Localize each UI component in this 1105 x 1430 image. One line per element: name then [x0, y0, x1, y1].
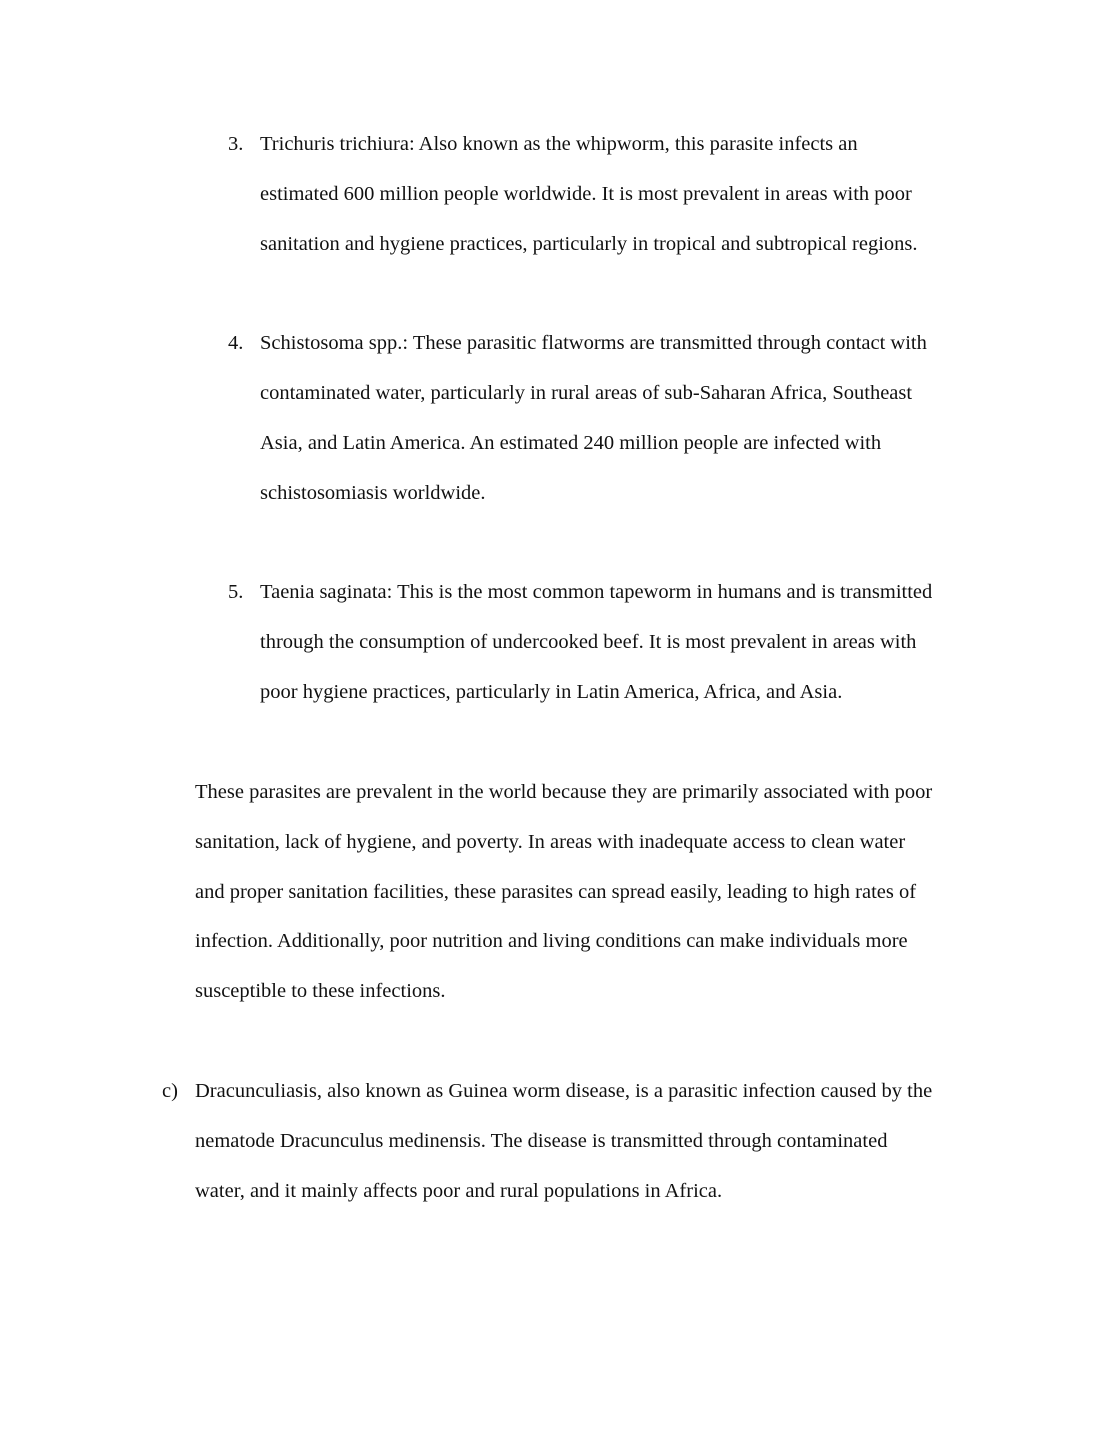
list-number: 5.: [228, 581, 244, 603]
text-line: sanitation and hygiene practices, particularly in tropical and subtropical regions.: [260, 233, 918, 255]
text-line: Trichuris trichiura: Also known as the whipworm, this parasite infects an: [260, 133, 858, 155]
list-number: 4.: [228, 332, 244, 354]
text-line: Schistosoma spp.: These parasitic flatworms are transmitted through contact with: [260, 332, 927, 354]
text-line: through the consumption of undercooked beef. It is most prevalent in areas with: [260, 631, 917, 653]
text-line: sanitation, lack of hygiene, and poverty. In areas with inadequate access to clean water: [195, 831, 906, 853]
text-line: Taenia saginata: This is the most common tapeworm in humans and is transmitted: [260, 581, 933, 603]
text-line: Asia, and Latin America. An estimated 240 million people are infected with: [260, 432, 882, 454]
text-line: These parasites are prevalent in the world because they are primarily associated with poor: [195, 781, 933, 803]
text-line: and proper sanitation facilities, these parasites can spread easily, leading to high rates of: [195, 881, 917, 903]
text-line: estimated 600 million people worldwide. It is most prevalent in areas with poor: [260, 183, 912, 205]
text-line: Dracunculiasis, also known as Guinea worm disease, is a parasitic infection caused by the: [195, 1080, 933, 1102]
text-line: contaminated water, particularly in rural areas of sub-Saharan Africa, Southeast: [260, 382, 913, 404]
list-letter: c): [162, 1080, 178, 1102]
text-line: susceptible to these infections.: [195, 980, 446, 1002]
text-line: nematode Dracunculus medinensis. The disease is transmitted through contaminated: [195, 1130, 888, 1152]
text-line: infection. Additionally, poor nutrition and living conditions can make individuals more: [195, 930, 908, 952]
text-line: schistosomiasis worldwide.: [260, 482, 486, 504]
text-line: water, and it mainly affects poor and rural populations in Africa.: [195, 1180, 723, 1202]
text-line: poor hygiene practices, particularly in Latin America, Africa, and Asia.: [260, 681, 843, 703]
list-number: 3.: [228, 133, 244, 155]
